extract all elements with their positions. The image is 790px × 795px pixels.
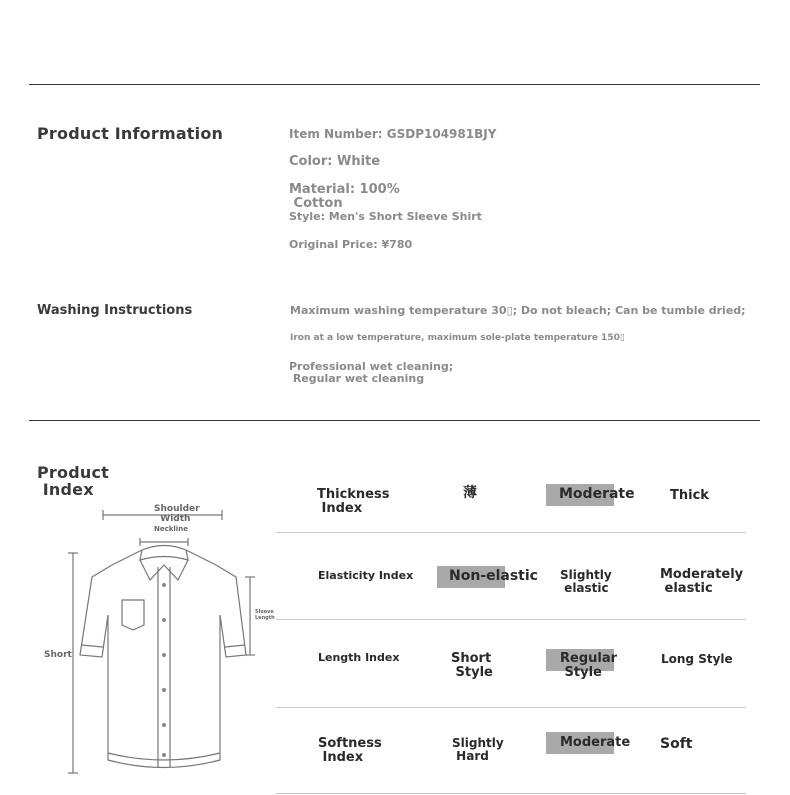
washing-heading: Washing Instructions	[37, 303, 193, 318]
softness-index-label: Softness Index	[318, 736, 382, 765]
neckline-label: Neckline	[154, 525, 188, 533]
row-divider	[276, 619, 746, 620]
color-value: Color: White	[289, 154, 381, 169]
top-divider	[29, 84, 760, 85]
shoulder-width-label: Shoulder Width	[154, 504, 200, 524]
softness-option-moderate: Moderate	[560, 735, 631, 750]
product-info-heading: Product Information	[37, 124, 224, 143]
item-number: Item Number: GSDP104981BJY	[289, 127, 497, 141]
material-value: Material: 100% Cotton	[289, 182, 400, 211]
thickness-index-label: Thickness Index	[317, 487, 390, 516]
length-index-label: Length Index	[318, 651, 400, 664]
length-option-short: Short Style	[451, 651, 493, 680]
softness-option-soft: Soft	[660, 736, 693, 752]
price-value: Original Price: ¥780	[289, 238, 413, 251]
row-divider	[276, 793, 746, 794]
thickness-option-thick: Thick	[670, 488, 709, 503]
length-option-long: Long Style	[661, 652, 733, 666]
style-value: Style: Men's Short Sleeve Shirt	[289, 210, 482, 223]
thickness-option-thin: 薄	[463, 485, 477, 501]
washing-line-1: Maximum washing temperature 30▯; Do not bleach; Can be tumble dried;	[290, 304, 746, 317]
length-option-regular: Regular Style	[560, 651, 618, 680]
washing-line-3: Professional wet cleaning; Regular wet cleaning	[289, 360, 454, 385]
product-index-heading: Product Index	[37, 463, 109, 499]
washing-line-2: Iron at a low temperature, maximum sole-plate temperature 150▯	[290, 333, 625, 343]
thickness-option-moderate: Moderate	[559, 486, 635, 502]
elasticity-index-label: Elasticity Index	[318, 569, 414, 582]
middle-divider	[29, 420, 760, 421]
elasticity-option-non-elastic: Non-elastic	[449, 568, 538, 584]
row-divider	[276, 707, 746, 708]
shirt-diagram-icon	[40, 505, 280, 795]
softness-option-slightly-hard: Slightly Hard	[452, 736, 504, 763]
elasticity-option-slightly: Slightly elastic	[560, 568, 612, 595]
sleeve-length-label: Sleeve Length	[255, 609, 275, 621]
row-divider	[276, 532, 746, 533]
elasticity-option-moderately: Moderately elastic	[660, 567, 744, 596]
length-label: Short	[44, 650, 72, 660]
